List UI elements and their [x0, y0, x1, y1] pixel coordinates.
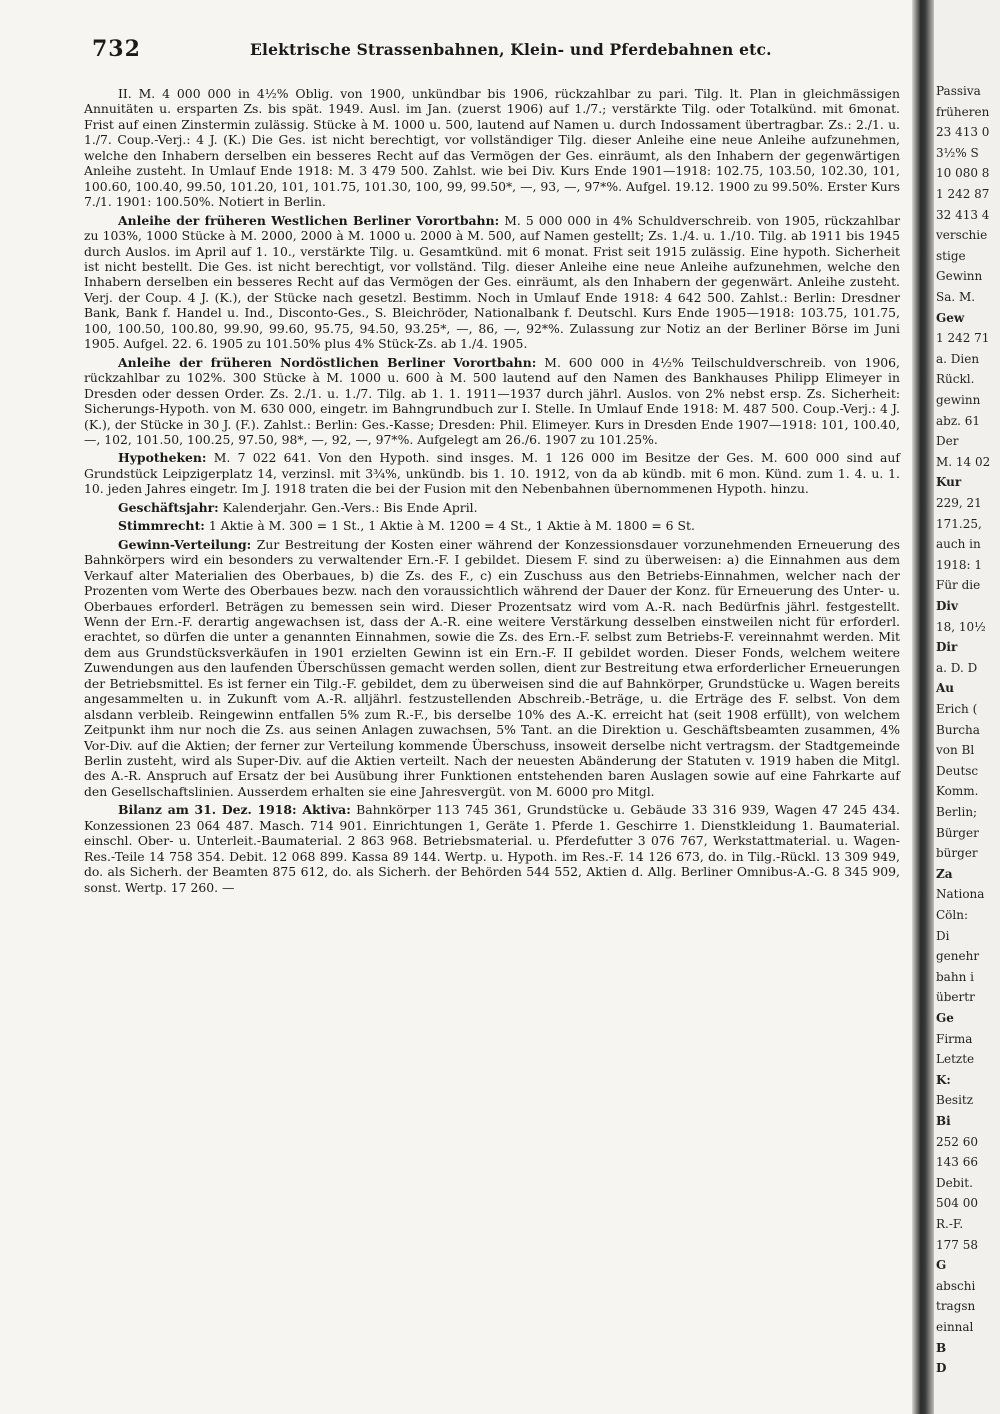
adjacent-page-line: Für die	[936, 578, 981, 593]
adjacent-page-line: Au	[936, 681, 955, 696]
adjacent-page-line: K:	[936, 1072, 951, 1087]
running-head: Elektrische Strassenbahnen, Klein- und Pferdebahnen etc.	[250, 40, 772, 59]
adjacent-page-line: Erich (	[936, 702, 978, 716]
adjacent-page-line: Burcha	[936, 722, 980, 737]
adjacent-page-line: tragsn	[936, 1299, 976, 1314]
adjacent-page-line: Debit.	[936, 1175, 973, 1190]
adjacent-page-line: 18, 10½	[936, 619, 986, 634]
paragraph-lead: Hypotheken:	[118, 450, 207, 466]
paragraph-stimmrecht	[84, 518, 900, 533]
adjacent-page-line: bürger	[936, 846, 978, 861]
paragraph-nordoestliche-anleihe	[84, 355, 900, 448]
adjacent-page-line: Besitz	[936, 1093, 974, 1108]
adjacent-page-line: Ge	[936, 1011, 954, 1025]
adjacent-page-line: Komm.	[936, 784, 979, 799]
adjacent-page-line: Cöln:	[936, 908, 969, 922]
adjacent-page-line: Di	[936, 928, 950, 943]
paragraph-oblig-ii	[84, 86, 900, 210]
adjacent-page-line: von Bl	[936, 743, 975, 758]
adjacent-page-line: Gew	[936, 310, 965, 325]
adjacent-page-line: Gewinn	[936, 269, 983, 284]
paragraph-text: M. 7 022 641. Von den Hypoth. sind insges. M. 1 126 000 im Besitze der Ges. M. 600 000 sind auf Grundstück Leipzigerplatz 14, verzinsl. mit 3¾%, unkündb. bis 1. 10. 1912, von da ab kündb. mit 6 mon. Künd. zum 1. 4. u. 1. 10. jeden Jahres eingetr. Im J. 1918 traten die bei der Fusion mit den Nebenbahnen übernommenen Hypoth. hinzu.	[84, 450, 900, 497]
adjacent-page-line: übertr	[936, 990, 975, 1005]
paragraph-text: 1 Aktie à M. 300 = 1 St., 1 Aktie à M. 1200 = 4 St., 1 Aktie à M. 1800 = 6 St.	[208, 518, 695, 534]
adjacent-page-line: abz. 61	[936, 413, 981, 428]
paragraph-lead: Stimmrecht:	[118, 518, 205, 534]
adjacent-page-line: a. D. D	[936, 660, 978, 675]
adjacent-page-line: 10 080 8	[936, 166, 990, 181]
paragraph-text: M. 5 000 000 in 4% Schuldverschreib. von 1905, rückzahlbar zu 103%, 1000 Stücke à M. 2000, 2000 à M. 1000 u. 2000 à M. 500, auf Namen gestellt; Zs. 1./4. u. 1./10. Tilg. ab 1911 bis 1945 durch Auslos. im April auf 1. 10., verstärkte Tilg. u. Gesamtkünd. mit 6 monat. Frist seit 1915 zulässig. Eine hypoth. Sicherheit ist nicht bestellt. Die Ges. ist nicht berechtigt, vor vollständ. Tilg. dieser Anleihe eine neue Anleihe aufzunehmen, welche den Inhabern derselben ein besseres Recht auf das Vermögen der Ges. einräumt, als den Inhabern der gegenwärt. Anleihe zusteht. Verj. der Coup. 4 J. (K.), der Stücke nach gesetzl. Bestimm. Noch in Umlauf Ende 1918: 4 642 500. Zahlst.: Berlin: Dresdner Bank, Bank f. Handel u. Ind., Disconto-Ges., S. Bleichröder, Nationalbank f. Deutschl. Kurs Ende 1905—1918: 103.75, 101.75, 100, 100.50, 100.80, 99.90, 99.60, 95.75, 94.50, 93.25*, —, 86, —, 92*%. Zulassung zur Notiz an der Berliner Börse im Juni 1905. Aufgel. 22. 6. 1905 zu 101.50% plus 4% Stück-Zs. ab 1./4. 1905.	[84, 212, 901, 352]
adjacent-page-line: Dir	[936, 640, 958, 655]
adjacent-page-line: Passiva	[936, 84, 981, 98]
page-header	[92, 36, 892, 66]
adjacent-page-line: B	[936, 1340, 947, 1355]
adjacent-page-line: Bi	[936, 1114, 951, 1128]
adjacent-page-line: Deutsc	[936, 763, 979, 778]
adjacent-page-line: Kur	[936, 475, 962, 490]
adjacent-page-line: auch in	[936, 537, 981, 552]
main-text	[84, 86, 900, 898]
adjacent-page-line: bahn i	[936, 969, 974, 984]
adjacent-page-line: gewinn	[936, 393, 981, 407]
paragraph-westliche-anleihe	[84, 213, 900, 352]
adjacent-page-line: R.-F.	[936, 1217, 964, 1231]
paragraph-lead: Bilanz am 31. Dez. 1918: Aktiva:	[118, 802, 351, 818]
adjacent-page-line: 143 66	[936, 1155, 978, 1170]
adjacent-page-line: 177 58	[936, 1237, 978, 1252]
adjacent-page-line: verschie	[936, 228, 988, 243]
paragraph-lead: Gewinn-Verteilung:	[118, 536, 252, 552]
adjacent-page-line: 504 00	[936, 1196, 978, 1211]
adjacent-page-line: 1 242 87	[936, 187, 990, 201]
page-number: 732	[92, 36, 141, 62]
paragraph-text: M. 600 000 in 4½% Teilschuldverschreib. von 1906, rückzahlbar zu 102%. 300 Stücke à M. 1000 u. 600 à M. 500 lautend auf den Namen des Bankhauses Philipp Elimeyer in Dresden oder dessen Order. Zs. 2./1. u. 1./7. Tilg. ab 1. 1. 1911—1937 durch jährl. Auslos. von 2% nebst ersp. Zs. Sicherheit: Sicherungs-Hypoth. von M. 630 000, eingetr. im Bahngrundbuch zur I. Stelle. In Umlauf Ende 1918: M. 487 500. Coup.-Verj.: 4 J. (K.), der Stücke in 30 J. (F.). Zahlst.: Berlin: Ges.-Kasse; Dresden: Phil. Elimeyer. Kurs in Dresden Ende 1907—1918: 101, 100.40, —, 102, 101.50, 100.25, 97.50, 98*, —, 92, —, 97*%. Aufgelegt am 26./6. 1907 zu 101.25%.	[84, 354, 900, 447]
adjacent-page-line: Der	[936, 434, 959, 449]
adjacent-page-line: Sa. M.	[936, 290, 976, 304]
adjacent-page-line: D	[936, 1361, 947, 1376]
adjacent-page-line: abschi	[936, 1278, 976, 1293]
adjacent-page-line: Div	[936, 599, 958, 613]
adjacent-page-line: 32 413 4	[936, 207, 990, 222]
paragraph-lead: Geschäftsjahr:	[118, 499, 219, 515]
paragraph-lead: Anleihe der früheren Westlichen Berliner Vorortbahn:	[118, 212, 500, 228]
adjacent-page-line: Bürger	[936, 825, 979, 840]
paragraph-bilanz	[84, 802, 900, 895]
adjacent-page-line: genehr	[936, 949, 980, 964]
adjacent-page-line: 23 413 0	[936, 125, 990, 140]
adjacent-page-line: Letzte	[936, 1052, 975, 1067]
book-gutter	[912, 0, 934, 1414]
adjacent-page-line: a. Dien	[936, 351, 980, 366]
adjacent-page-line: 252 60	[936, 1134, 978, 1149]
paragraph-text: Kalenderjahr. Gen.-Vers.: Bis Ende April.	[222, 499, 478, 515]
adjacent-page-line: M. 14 02	[936, 454, 991, 469]
adjacent-page-line: stige	[936, 248, 966, 263]
paragraph-hypotheken	[84, 450, 900, 496]
adjacent-page-line: G	[936, 1258, 947, 1273]
adjacent-page-line: 3½% S	[936, 145, 979, 160]
adjacent-page-line: Firma	[936, 1031, 973, 1046]
paragraph-geschaeftsjahr	[84, 500, 900, 515]
adjacent-page-line: Za	[936, 866, 953, 881]
paragraph-gewinn-verteilung	[84, 537, 900, 800]
paragraph-lead: Anleihe der früheren Nordöstlichen Berliner Vorortbahn:	[118, 354, 537, 370]
adjacent-page-line: 229, 21	[936, 496, 982, 510]
adjacent-page-line: einnal	[936, 1320, 974, 1334]
adjacent-page-line: früheren	[936, 104, 990, 119]
paragraph-text: II. M. 4 000 000 in 4½% Oblig. von 1900, unkündbar bis 1906, rückzahlbar zu pari. Tilg. lt. Plan in gleichmässigen Annuitäten u. ersparten Zs. bis spät. 1949. Ausl. im Jan. (zuerst 1906) auf 1./7.; verstärkte Tilg. oder Totalkünd. mit 6monat. Frist auf einen Zinstermin zulässig. Stücke à M. 1000 u. 500, lautend auf Namen u. durch Indossament übertragbar. Zs.: 2./1. u. 1./7. Coup.-Verj.: 4 J. (K.) Die Ges. ist nicht berechtigt, vor vollständiger Tilg. dieser Anleihe eine neue Anleihe aufzunehmen, welche den Inhabern derselben ein besseres Recht auf das Vermögen der Ges. einräumt, als den Inhabern der gegenwärtigen Anleihe zusteht. In Umlauf Ende 1918: M. 3 479 500. Zahlst. wie bei Div. Kurs Ende 1901—1918: 102.75, 103.50, 102.30, 101, 100.60, 100.40, 99.50, 101.20, 101, 101.75, 101.30, 100, 99, 99.50*, —, 93, —, 97*%. Aufgel. 19.12. 1900 zu 99.50%. Erster Kurs 7./1. 1901: 100.50%. Notiert in Berlin.	[84, 86, 900, 210]
paragraph-text: Zur Bestreitung der Kosten einer während der Konzessionsdauer vorzunehmenden Erneuerung des Bahnkörpers wird ein besonders zu verwaltender Ern.-F. I gebildet. Diesem F. sind zu überweisen: a) die Einnahmen aus dem Verkauf alter Materialien des Oberbaues, b) die Zs. des F., c) ein Zuschuss aus den Betriebs-Einnahmen, welcher nach der Prozenten vom Werte des Oberbaues bezw. nach den voraussichtlich während der Dauer der Konz. für Erneuerung des Unter- u. Oberbaues erforderl. Beträgen zu bemessen sein wird. Dieser Prozentsatz wird vom A.-R. nach Bedürfnis jährl. festgestellt. Wenn der Ern.-F. derartig angewachsen ist, dass der A.-R. eine weitere Verstärkung desselben einstweilen nicht für erforderl. erachtet, so dürfen die unter a genannten Einnahmen, sowie die Zs. des Ern.-F. selbst zum Betriebs-F. vereinnahmt werden. Mit dem aus Grundstücksverkäufen in 1901 erzielten Gewinn ist ein Ern.-F. II gebildet worden. Dieser Fonds, welchem weitere Zuwendungen aus den laufenden Überschüssen gemacht werden sollen, dient zur Bestreitung etwa erforderlicher Erneuerungen der Betriebsmittel. Es ist ferner ein Tilg.-F. gebildet, dem zu überweisen sind die auf Bahnkörper, Grundstücke u. Wagen bereits angesammelten u. in Zukunft vom A.-R. alljährl. festzustellenden Abschreib.-Beträge, u. die Erträge des F. selbst. Von dem alsdann verbleib. Reingewinn entfallen 5% zum R.-F., bis derselbe 10% des A.-K. erreicht hat (seit 1908 erfüllt), von welchem Zeitpunkt ihm nur noch die Zs. aus seinen Anlagen zuwachsen, 5% Tant. an die Direktion u. Geschäftsbeamten zusammen, 4% Vor-Div. auf die Aktien; der ferner zur Verteilung kommende Überschuss, insoweit derselbe nicht vertragsm. der Stadtgemeinde Berlin zusteht, wird als Super-Div. auf die Aktien verteilt. Nach der neuesten Abänderung der Statuten v. 1919 haben die Mitgl. des A.-R. Anspruch auf Ersatz der bei Ausübung ihrer Funktionen entstehenden baren Auslagen sowie auf eine Fahrkarte auf den Gesellschaftslinien. Ausserdem erhalten sie eine Jahresvergüt. von M. 6000 pro Mitgl.	[84, 536, 900, 799]
adjacent-page-line: Berlin;	[936, 805, 978, 819]
adjacent-page-fragment	[934, 0, 1000, 1414]
adjacent-page-line: 1918: 1	[936, 557, 983, 572]
paragraph-text: Bahnkörper 113 745 361, Grundstücke u. Gebäude 33 316 939, Wagen 47 245 434. Konzessionen 23 064 487. Masch. 714 901. Einrichtungen 1, Geräte 1. Pferde 1. Geschirre 1. Dienstkleidung 1. Baumaterial. einschl. Ober- u. Unterleit.-Baumaterial. 2 863 968. Betriebsmaterial. u. Pferdefutter 3 076 767, Werkstattmaterial. u. Wagen-Res.-Teile 14 758 354. Debit. 12 068 899. Kassa 89 144. Wertp. u. Hypoth. im Res.-F. 14 126 673, do. in Tilg.-Rückl. 13 309 949, do. als Sicherh. der Beamten 875 612, do. als Sicherh. der Behörden 544 552, Aktien d. Allg. Berliner Omnibus-A.-G. 8 345 909, sonst. Wertp. 17 260. —	[84, 802, 900, 895]
adjacent-page-line: Rückl.	[936, 372, 975, 387]
adjacent-page-line: 171.25,	[936, 516, 982, 531]
adjacent-page-line: Nationa	[936, 887, 985, 902]
adjacent-page-line: 1 242 71	[936, 331, 990, 346]
